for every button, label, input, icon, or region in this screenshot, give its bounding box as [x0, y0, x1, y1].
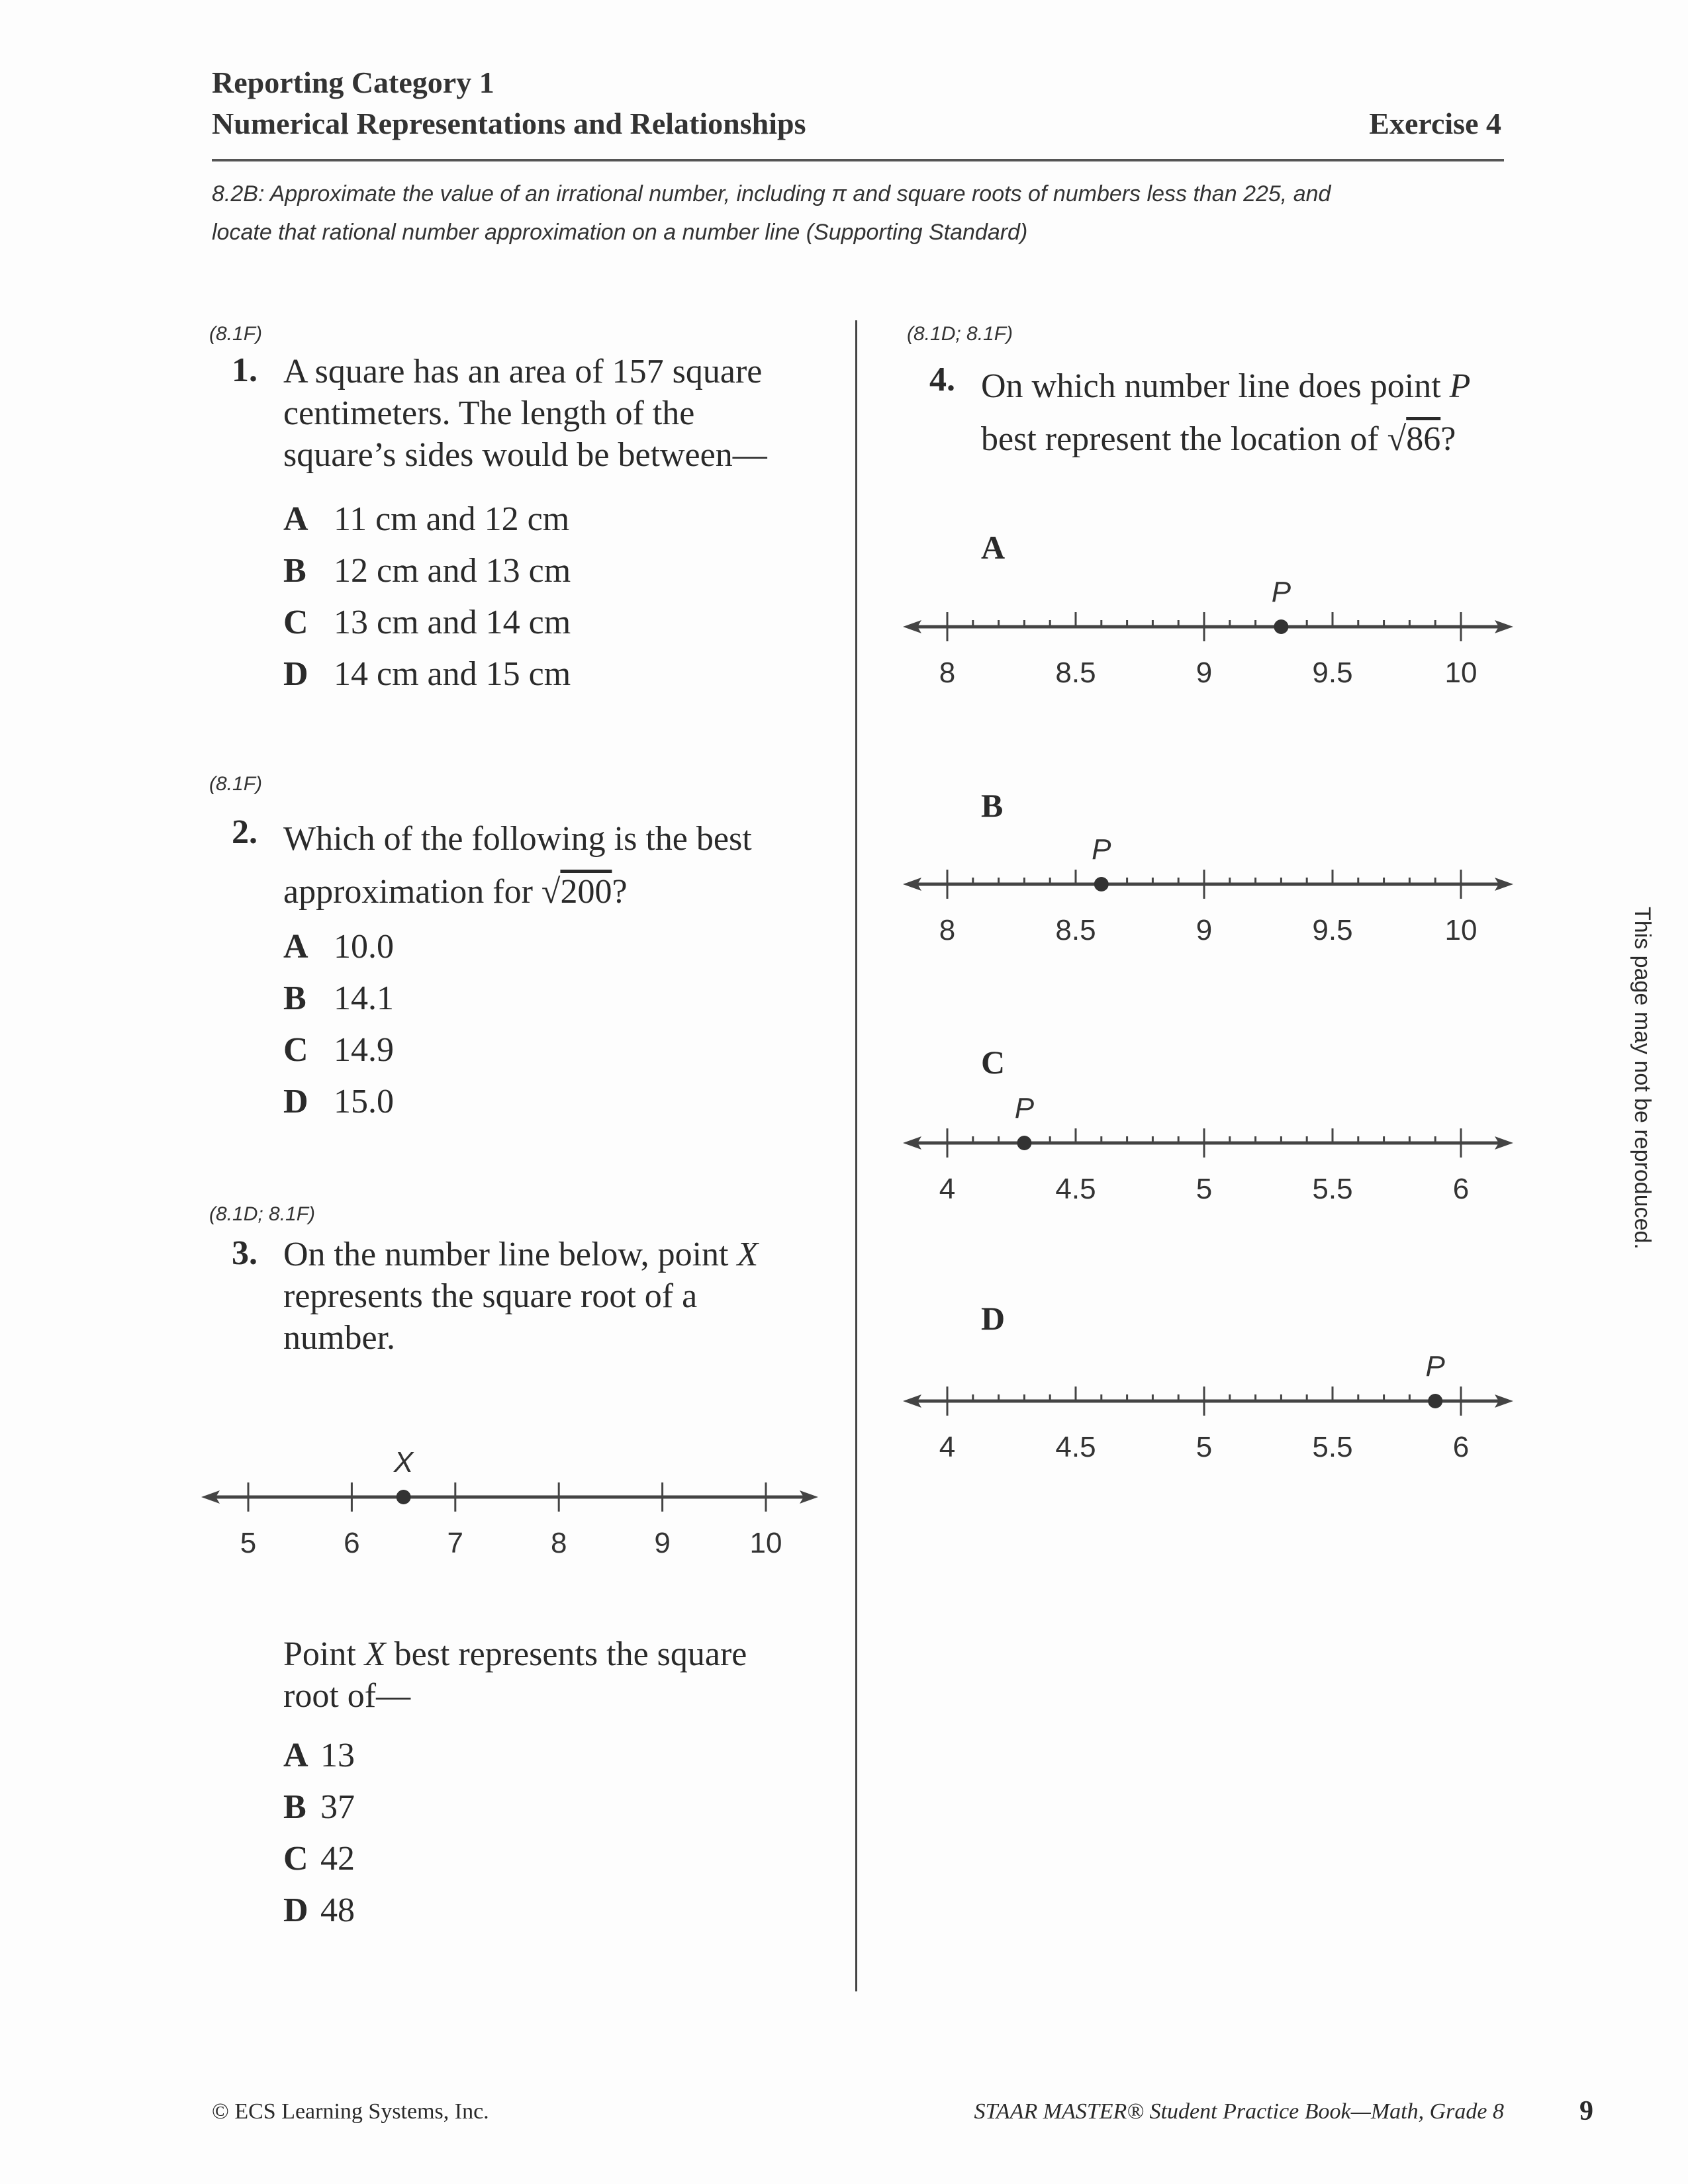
tick-label: 9	[654, 1527, 671, 1559]
q4-option-b-number-line[interactable]	[900, 833, 1516, 952]
tick-label: 6	[1452, 1431, 1470, 1463]
q4-option-a-label[interactable]: A	[981, 529, 1006, 566]
q3-followup-line-1: Point X best represents the square	[283, 1635, 747, 1673]
tick-label: 8	[550, 1527, 567, 1559]
q1-line: square’s sides would be between—	[283, 436, 767, 474]
page-number: 9	[1579, 2096, 1593, 2126]
q4-option-c-label[interactable]: C	[981, 1044, 1006, 1081]
tick-label: 8.5	[1055, 657, 1096, 689]
q3-followup	[283, 1633, 747, 1717]
footer-book-title: STAAR MASTER® Student Practice Book—Math, Grade 8	[974, 2099, 1504, 2124]
q3-choice-d[interactable]: D 48	[283, 1891, 355, 1929]
q3-number-line	[199, 1436, 821, 1562]
tick-label: 5	[1196, 1173, 1213, 1205]
standard-line-1: 8.2B: Approximate the value of an irrational number, including π and square roots of numbers less than 225, and	[212, 181, 1331, 206]
q3-choice-a[interactable]: A 13	[283, 1737, 355, 1774]
q3-line-3: number.	[283, 1319, 395, 1357]
q4-option-d-label[interactable]: D	[981, 1300, 1006, 1337]
page-title: Numerical Representations and Relationships	[212, 107, 806, 140]
point-marker	[1017, 1136, 1031, 1150]
exercise-label: Exercise 4	[1369, 107, 1501, 140]
q4-option-d-number-line[interactable]	[900, 1350, 1516, 1469]
q2-line-1: Which of the following is the best	[283, 820, 752, 858]
q3-line-2: represents the square root of a	[283, 1277, 698, 1315]
point-label: P	[1092, 833, 1111, 866]
q3-line-1: On the number line below, point X	[283, 1236, 759, 1273]
point-label: X	[393, 1446, 414, 1479]
q2-choices	[283, 921, 394, 1128]
q2-choice-a[interactable]: A 10.0	[283, 928, 394, 966]
radicand: 200	[560, 873, 612, 911]
q4-number: 4.	[929, 361, 955, 398]
q1-choice-b[interactable]: B 12 cm and 13 cm	[283, 552, 571, 590]
tick-label: 4.5	[1055, 1173, 1096, 1205]
point-label: P	[1014, 1092, 1035, 1124]
column-divider	[855, 320, 857, 1991]
tick-label: 9.5	[1312, 657, 1353, 689]
tick-label: 5.5	[1312, 1431, 1353, 1463]
q3-number: 3.	[232, 1234, 258, 1272]
q3-followup-line-2: root of—	[283, 1677, 411, 1715]
point-label: P	[1425, 1350, 1445, 1383]
q4-standard-tag: (8.1D; 8.1F)	[907, 323, 1013, 345]
tick-label: 4	[939, 1431, 956, 1463]
q3-choice-c[interactable]: C 42	[283, 1840, 355, 1878]
tick-label: 8	[939, 657, 956, 689]
tick-label: 8	[939, 914, 956, 946]
q2-standard-tag: (8.1F)	[209, 773, 263, 795]
q3-standard-tag: (8.1D; 8.1F)	[209, 1203, 316, 1225]
tick-label: 4.5	[1055, 1431, 1096, 1463]
radical-sign: √	[541, 873, 561, 911]
tick-label: 10	[749, 1527, 782, 1559]
tick-label: 4	[939, 1173, 956, 1205]
footer-copyright: © ECS Learning Systems, Inc.	[212, 2099, 489, 2124]
point-marker	[397, 1490, 411, 1504]
header-rule	[212, 159, 1504, 161]
tick-label: 9.5	[1312, 914, 1353, 946]
tick-label: 8.5	[1055, 914, 1096, 946]
tick-label: 9	[1196, 914, 1213, 946]
q2-number: 2.	[232, 813, 258, 851]
q3-choices	[283, 1730, 355, 1936]
tick-label: 6	[344, 1527, 360, 1559]
radical-sign: √	[1387, 420, 1407, 458]
tick-label: 10	[1444, 657, 1477, 689]
q1-line: centimeters. The length of the	[283, 394, 695, 432]
q4-line-2: best represent the location of √86?	[981, 420, 1456, 458]
q4-line-1: On which number line does point P	[981, 367, 1471, 405]
tick-label: 9	[1196, 657, 1213, 689]
q2-choice-b[interactable]: B 14.1	[283, 979, 394, 1017]
tick-label: 5.5	[1312, 1173, 1353, 1205]
standard-line-2: locate that rational number approximation on a number line (Supporting Standard)	[212, 220, 1028, 245]
point-marker	[1428, 1394, 1442, 1408]
copyright-side-note: This page may not be reproduced.	[1630, 907, 1655, 1250]
q1-choice-a[interactable]: A 11 cm and 12 cm	[283, 500, 570, 538]
q1-choice-c[interactable]: C 13 cm and 14 cm	[283, 604, 571, 641]
point-marker	[1094, 877, 1109, 891]
tick-label: 10	[1444, 914, 1477, 946]
q2-choice-d[interactable]: D 15.0	[283, 1083, 394, 1120]
q3-choice-b[interactable]: B 37	[283, 1788, 355, 1826]
point-label: P	[1271, 576, 1291, 608]
q1-number: 1.	[232, 351, 258, 389]
q4-option-b-label[interactable]: B	[981, 787, 1004, 824]
q4-option-c-number-line[interactable]	[900, 1092, 1516, 1211]
q1-choices	[283, 494, 571, 700]
tick-label: 7	[447, 1527, 464, 1559]
q2-choice-c[interactable]: C 14.9	[283, 1031, 394, 1069]
tick-label: 5	[240, 1527, 257, 1559]
q1-choice-d[interactable]: D 14 cm and 15 cm	[283, 655, 571, 693]
tick-label: 6	[1452, 1173, 1470, 1205]
q4-option-a-number-line[interactable]	[900, 576, 1516, 695]
radicand: 86	[1406, 420, 1441, 458]
tick-label: 5	[1196, 1431, 1213, 1463]
q1-line: A square has an area of 157 square	[283, 353, 763, 390]
point-marker	[1274, 619, 1288, 634]
q2-line-2: approximation for √200?	[283, 873, 628, 911]
q1-standard-tag: (8.1F)	[209, 323, 263, 345]
reporting-category: Reporting Category 1	[212, 66, 494, 99]
